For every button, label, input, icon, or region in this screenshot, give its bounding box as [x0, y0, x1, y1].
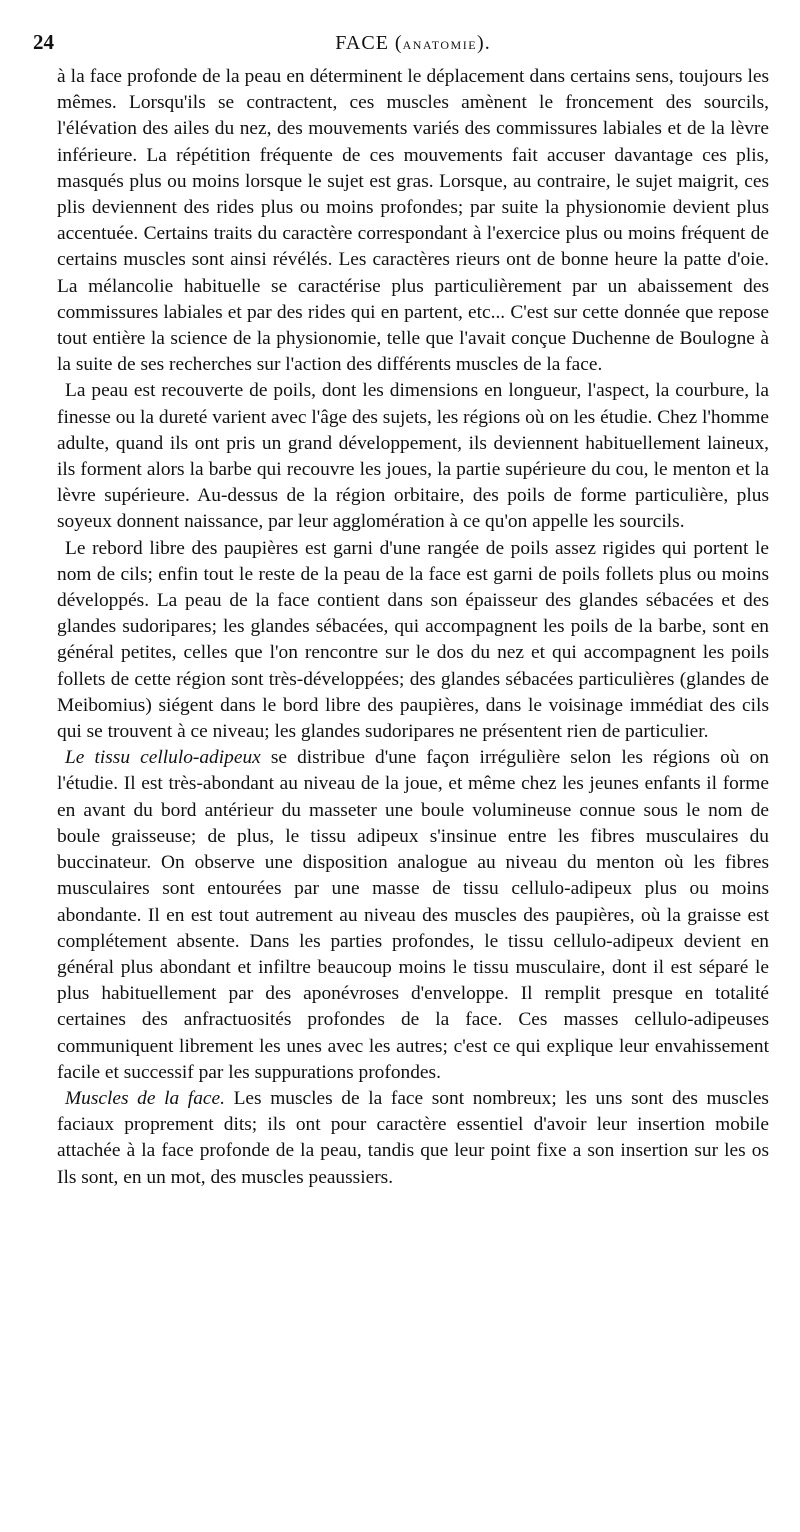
paragraph-text: se distribue d'une façon irrégulière selon les régions où on l'étudie. Il est très-abondant au niveau de la joue, et même chez les jeunes enfants il forme en avant du bord antérieur du masseter une boule volumineuse connue sous le nom de boule graisseuse; de plus, le tissu adipeux s'insinue entre les fibres musculaires du buccinateur. On observe une disposition analogue au niveau du menton où les fibres musculaires sont entourées par une masse de tissu cellulo-adipeux plus ou moins abondante. Il en est tout autrement au niveau des muscles des paupières, où la graisse est complétement absente. Dans les parties profondes, le tissu cellulo-adipeux devient en général plus abondant et infiltre beaucoup moins le tissu musculaire, dont il est séparé le plus habituellement par des aponévroses d'enveloppe. Il remplit presque en totalité certaines des anfractuosités profondes de la face. Ces masses cellulo-adipeuses communiquent librement les unes avec les autres; c'est ce qui explique leur envahissement facile et successif par les suppurations profondes. [57, 747, 769, 1083]
paragraph-text: La peau est recouverte de poils, dont les dimensions en longueur, l'aspect, la courbure, la finesse ou la dureté varient avec l'âge des sujets, les régions où on les étudie. Chez l'homme adulte, quand ils ont pris un grand développement, ils deviennent habituellement laineux, ils forment alors la barbe qui recouvre les joues, la partie supérieure du cou, le menton et la lèvre supérieure. Au-dessus de la région orbitaire, des poils de forme particulière, plus soyeux donnent naissance, par leur agglomération à ce qu'on appelle les sourcils. [57, 380, 769, 533]
paragraph-hair [57, 378, 769, 535]
paragraph-lead-italic: Le tissu cellulo-adipeux [65, 747, 261, 769]
running-title [57, 32, 769, 55]
book-page [33, 30, 769, 1191]
paragraph-adipose-tissue [57, 745, 769, 1086]
paragraph-eyelids-glands [57, 536, 769, 746]
page-number: 24 [33, 30, 54, 54]
paragraph-continuation [57, 64, 769, 378]
paragraph-text: à la face profonde de la peau en déterminent le déplacement dans certains sens, toujours les mêmes. Lorsqu'ils se contractent, ces muscles amènent le froncement des sourcils, l'élévation des ailes du nez, des mouvements variés des commissures labiales et de la lèvre inférieure. La répétition fréquente de ces mouvements fait accuser davantage ces plis, masqués plus ou moins lorsque le sujet est gras. Lorsque, au contraire, le sujet maigrit, ces plis deviennent des rides plus ou moins profondes; par suite la physionomie devient plus accentuée. Certains traits du caractère correspondant à l'exercice plus ou moins fréquent de certains muscles sont ainsi révélés. Les caractères rieurs ont de bonne heure la patte d'oie. La mélancolie habituelle se caractérise plus particulièrement par un abaissement des commissures labiales et par des rides qui en partent, etc... C'est sur cette donnée que repose tout entière la science de la physionomie, telle que l'avait conçue Duchenne de Boulogne à la suite de ses recherches sur l'action des différents muscles de la face. [57, 66, 769, 376]
paragraph-text: Les muscles de la face sont nombreux; les uns sont des muscles faciaux proprement dits; ils ont pour caractère essentiel d'avoir leur insertion mobile attachée à la face profonde de la peau, tandis que leur point fixe a son insertion sur les os Ils sont, en un mot, des muscles peaussiers. [57, 1087, 769, 1188]
paragraph-lead-italic: Muscles de la face. [65, 1087, 225, 1109]
running-title-small-caps: ANATOMIE [402, 38, 478, 52]
page-header [33, 30, 769, 64]
body-text [57, 64, 769, 1191]
running-title-end: ). [477, 32, 491, 54]
running-title-main: FACE ( [335, 32, 403, 54]
paragraph-face-muscles [57, 1086, 769, 1191]
paragraph-text: Le rebord libre des paupières est garni d'une rangée de poils assez rigides qui portent le nom de cils; enfin tout le reste de la peau de la face est garni de poils follets plus ou moins développés. La peau de la face contient dans son épaisseur des glandes sébacées et des glandes sudoripares; les glandes sébacées, qui accompagnent les poils de la barbe, sont en général petites, celles que l'on rencontre sur le dos du nez et qui accompagnent les poils follets de cette région sont très-développées; des glandes sébacées particulières (glandes de Meibomius) siégent dans le bord libre des paupières, dans le voisinage immédiat des cils qui se trouvent à ce niveau; les glandes sudoripares ne présentent rien de particulier. [57, 537, 769, 743]
